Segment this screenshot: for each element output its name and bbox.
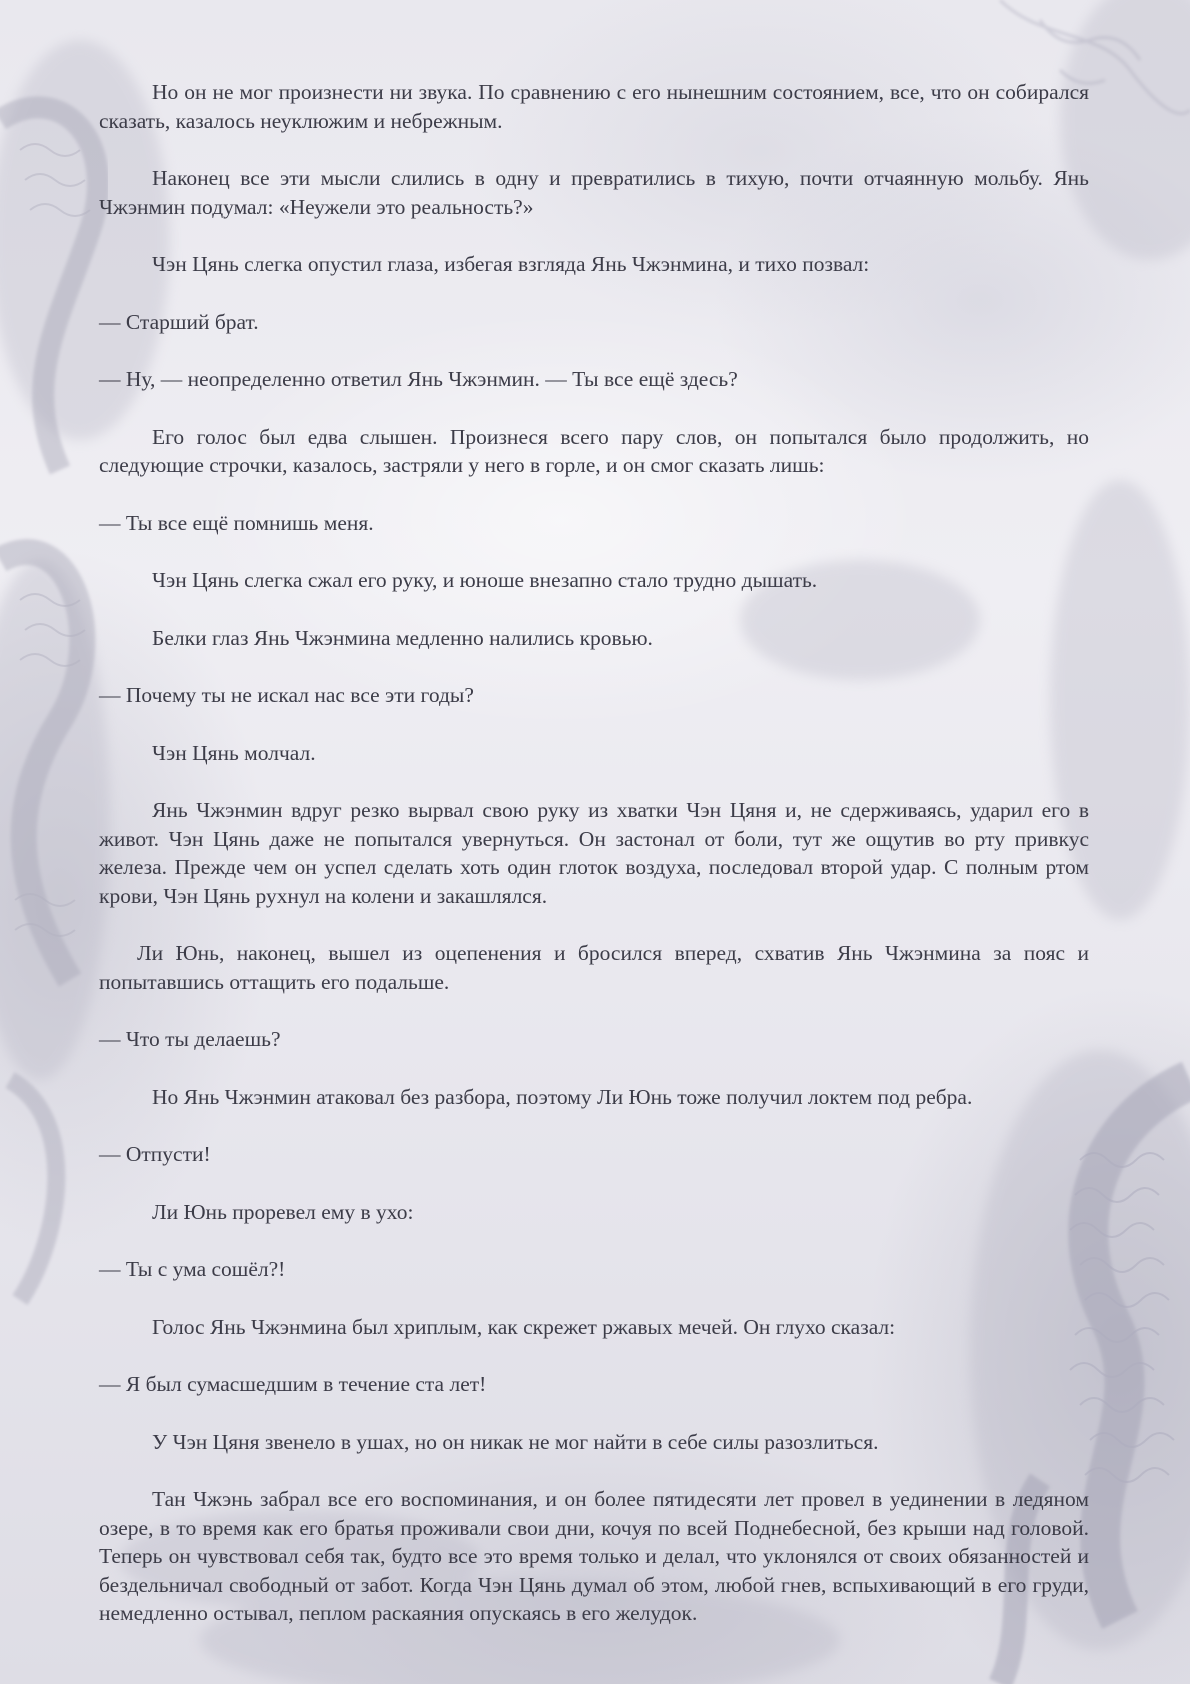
paragraph: Ли Юнь, наконец, вышел из оцепенения и бросился вперед, схватив Янь Чжэнмина за пояс и попытавшись оттащить его подальше. [99,941,1089,994]
paragraph: Белки глаз Янь Чжэнмина медленно налились кровью. [152,625,653,650]
paragraph: Чэн Цянь слегка опустил глаза, избегая взгляда Янь Чжэнмина, и тихо позвал: [152,252,870,276]
paragraph: Чэн Цянь слегка сжал его руку, и юноше внезапно стало трудно дышать. [152,568,818,592]
paragraph: Наконец все эти мысли слились в одну и превратились в тихую, почти отчаянную мольбу. Янь Чжэнмин подумал: «Неужели это реальность?» [99,166,1089,219]
paragraph: Но он не мог произнести ни звука. По сравнению с его нынешним состоянием, все, что он собирался сказать, казалось неуклюжим и небрежным. [99,80,1089,133]
paragraph: Чэн Цянь молчал. [152,740,316,765]
dialogue-line: — Отпусти! [99,1142,211,1166]
dialogue-line: — Я был сумасшедшим в течение ста лет! [99,1372,487,1396]
paragraph: Янь Чжэнмин вдруг резко вырвал свою руку из хватки Чэн Цяня и, не сдерживаясь, ударил его в живот. Чэн Цянь даже не попытался увернуться. Он застонал от боли, тут же ощутив во рту привкус железа. Прежде чем он успел сделать хоть один глоток воздуха, последовал второй удар. С полным ртом крови, Чэн Цянь рухнул на колени и закашлялся. [99,798,1089,908]
dialogue-line: — Почему ты не искал нас все эти годы? [99,683,474,707]
dialogue-line: — Старший брат. [99,309,259,334]
dialogue-line: — Ты с ума сошёл?! [99,1257,286,1281]
chapter-text [99,78,1089,1657]
dialogue-line: — Что ты делаешь? [99,1027,281,1051]
paragraph: Ли Юнь проревел ему в ухо: [152,1199,414,1224]
paragraph: Его голос был едва слышен. Произнеся всего пару слов, он попытался было продолжить, но следующие строчки, казалось, застряли у него в горле, и он смог сказать лишь: [99,424,1089,477]
dialogue-line: — Ну, — неопределенно ответил Янь Чжэнмин. — Ты все ещё здесь? [99,367,738,391]
paragraph: Но Янь Чжэнмин атаковал без разбора, поэтому Ли Юнь тоже получил локтем под ребра. [152,1084,973,1109]
paragraph: Тан Чжэнь забрал все его воспоминания, и он более пятидесяти лет провел в уединении в ледяном озере, в то время как его братья проживали свои дни, кочуя по всей Поднебесной, без крыши над головой. Теперь он чувствовал себя так, будто все это время только и делал, что уклонялся от своих обязанностей и бездельничал свободный от забот. Когда Чэн Цянь думал об этом, любой гнев, вспыхивающий в его груди, немедленно остывал, пеплом раскаяния опускаясь в его желудок. [99,1487,1089,1625]
paragraph: Голос Янь Чжэнмина был хриплым, как скрежет ржавых мечей. Он глухо сказал: [152,1314,896,1339]
dialogue-line: — Ты все ещё помнишь меня. [99,510,374,535]
paragraph: У Чэн Цяня звенело в ушах, но он никак не мог найти в себе силы разозлиться. [152,1429,879,1454]
